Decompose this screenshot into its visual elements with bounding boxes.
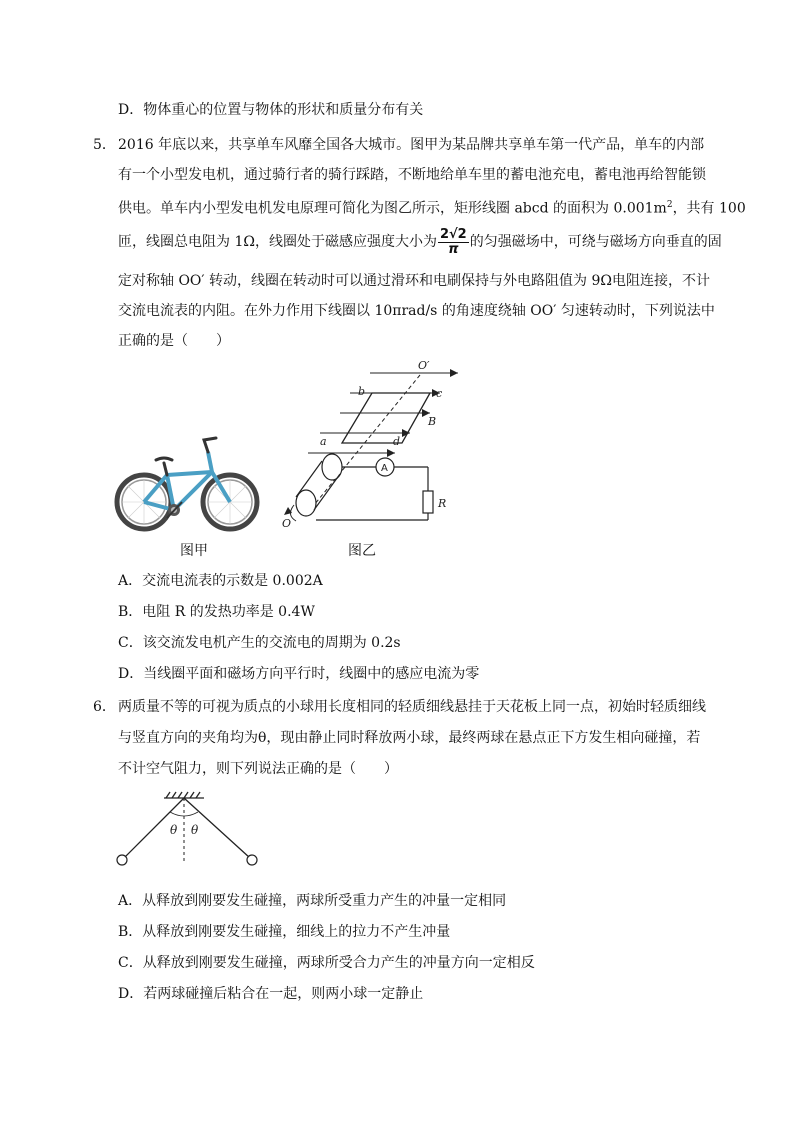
q5-number: 5． <box>93 137 116 153</box>
label-a: a <box>320 435 327 448</box>
q5-option-d: D．当线圈平面和磁场方向平行时，线圈中的感应电流为零 <box>118 666 480 682</box>
q5-line-4b: 的匀强磁场中，可绕与磁场方向垂直的固 <box>469 234 722 250</box>
theta-right-label: θ <box>191 823 199 837</box>
q5-option-b: B．电阻 R 的发热功率是 0.4W <box>118 604 315 620</box>
q5-line-7: 正确的是（ ） <box>118 333 230 349</box>
pendulum-figure <box>112 790 262 870</box>
q5-line-4-wrap <box>118 227 722 257</box>
q6-line-2: 与竖直方向的夹角均为θ，现由静止同时释放两小球，最终两球在悬点正下方发生相向碰撞，若 <box>118 730 701 746</box>
q6-line-3: 不计空气阻力，则下列说法正确的是（ ） <box>118 761 398 777</box>
q5-turns-text: ，共有 100 <box>672 200 746 217</box>
generator-diagram <box>280 355 460 535</box>
label-c: c <box>436 387 443 400</box>
magnetic-field-fraction <box>438 228 469 257</box>
q5-line-4a: 匝，线圈总电阻为 1Ω，线圈处于磁感应强度大小为 <box>118 234 437 250</box>
q6-option-b: B．从释放到刚要发生碰撞，细线上的拉力不产生冲量 <box>118 924 451 940</box>
q5-line-6: 交流电流表的内阻。在外力作用下线圈以 10πrad/s 的角速度绕轴 OO′ 匀速转动时，下列说法中 <box>118 303 715 319</box>
q5-option-c: C．该交流发电机产生的交流电的周期为 0.2s <box>118 635 401 651</box>
q6-option-c: C．从释放到刚要发生碰撞，两球所受合力产生的冲量方向一定相反 <box>118 955 535 971</box>
q6-line-1: 两质量不等的可视为质点的小球用长度相同的轻质细线悬挂于天花板上同一点，初始时轻质细线 <box>118 699 706 715</box>
q4-option-d: D．物体重心的位置与物体的形状和质量分布有关 <box>118 102 424 118</box>
q5-line-3: 供电。单车内小型发电机发电原理可简化为图乙所示，矩形线圈 abcd 的面积为 0.001m <box>118 200 667 217</box>
q5-line-5: 定对称轴 OO′ 转动，线圈在转动时可以通过滑环和电刷保持与外电路阻值为 9Ω电阻连接，不计 <box>118 273 710 289</box>
theta-left-label: θ <box>170 823 178 837</box>
q6-number: 6． <box>93 699 116 715</box>
fraction-numerator: 2√2 <box>439 226 467 242</box>
label-b: b <box>358 385 366 398</box>
label-d: d <box>393 435 401 448</box>
bicycle-figure <box>112 430 262 538</box>
q5-line-3-wrap <box>118 196 746 218</box>
figure-a-caption: 图甲 <box>180 543 208 559</box>
q5-line-2: 有一个小型发电机，通过骑行者的骑行踩踏，不断地给单车里的蓄电池充电，蓄电池再给智能锁 <box>118 167 706 183</box>
label-r: R <box>438 497 447 510</box>
ammeter-label: A <box>381 463 388 474</box>
q5-line-1: 2016 年底以来，共享单车风靡全国各大城市。图甲为某品牌共享单车第一代产品，单车的内部 <box>118 137 705 153</box>
q5-option-a: A．交流电流表的示数是 0.002A <box>118 573 323 589</box>
label-o-prime: O′ <box>418 359 430 372</box>
q6-option-a: A．从释放到刚要发生碰撞，两球所受重力产生的冲量一定相同 <box>118 893 507 909</box>
figure-b-caption: 图乙 <box>348 543 376 559</box>
fraction-denominator: π <box>448 241 459 257</box>
area-unit-superscript: 2 <box>666 200 673 210</box>
label-field-b: B <box>428 415 437 428</box>
label-o: O <box>282 517 292 530</box>
q6-option-d: D．若两球碰撞后粘合在一起，则两小球一定静止 <box>118 986 424 1002</box>
